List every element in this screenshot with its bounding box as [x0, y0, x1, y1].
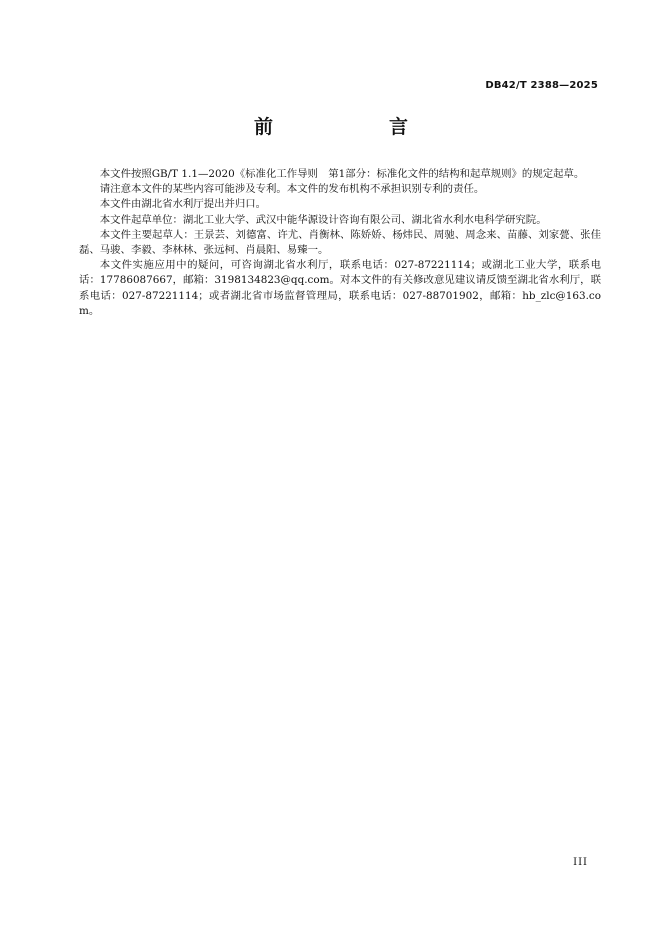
paragraph-contact-info: 本文件实施应用中的疑问，可咨询湖北省水利厅，联系电话：027-87221114；或湖北工业大学，联系电话：17786087667，邮箱：3198134823@qq.com。对本文件的有关修改意见建议请反馈至湖北省水利厅，联系电话：027-87221114；或者湖北省市场监督管理局，联系电话：027-88701902，邮箱：hb_zlc@163.com。 [79, 259, 601, 317]
paragraph-drafting-units: 本文件起草单位：湖北工业大学、武汉中能华源设计咨询有限公司、湖北省水利水电科学研究院。 [99, 213, 547, 226]
foreword-body [79, 167, 601, 319]
page-number: III [573, 857, 588, 868]
paragraph-proposing-authority: 本文件由湖北省水利厅提出并归口。 [99, 198, 267, 211]
page-title: 前 言 [253, 116, 434, 138]
standard-code: DB42/T 2388—2025 [485, 80, 598, 91]
paragraph-main-drafters: 本文件主要起草人：王景芸、刘德富、许尤、肖衡林、陈娇娇、杨炜民、周驰、周念来、苗藤、刘家甍、张佳磊、马骏、李毅、李林林、张远柯、肖晨阳、易臻一。 [79, 228, 601, 257]
paragraph-patent-notice: 请注意本文件的某些内容可能涉及专利。本文件的发布机构不承担识别专利的责任。 [99, 183, 485, 196]
paragraph-drafting-rules: 本文件按照GB/T 1.1—2020《标准化工作导则 第1部分：标准化文件的结构和起草规则》的规定起草。 [99, 168, 585, 180]
